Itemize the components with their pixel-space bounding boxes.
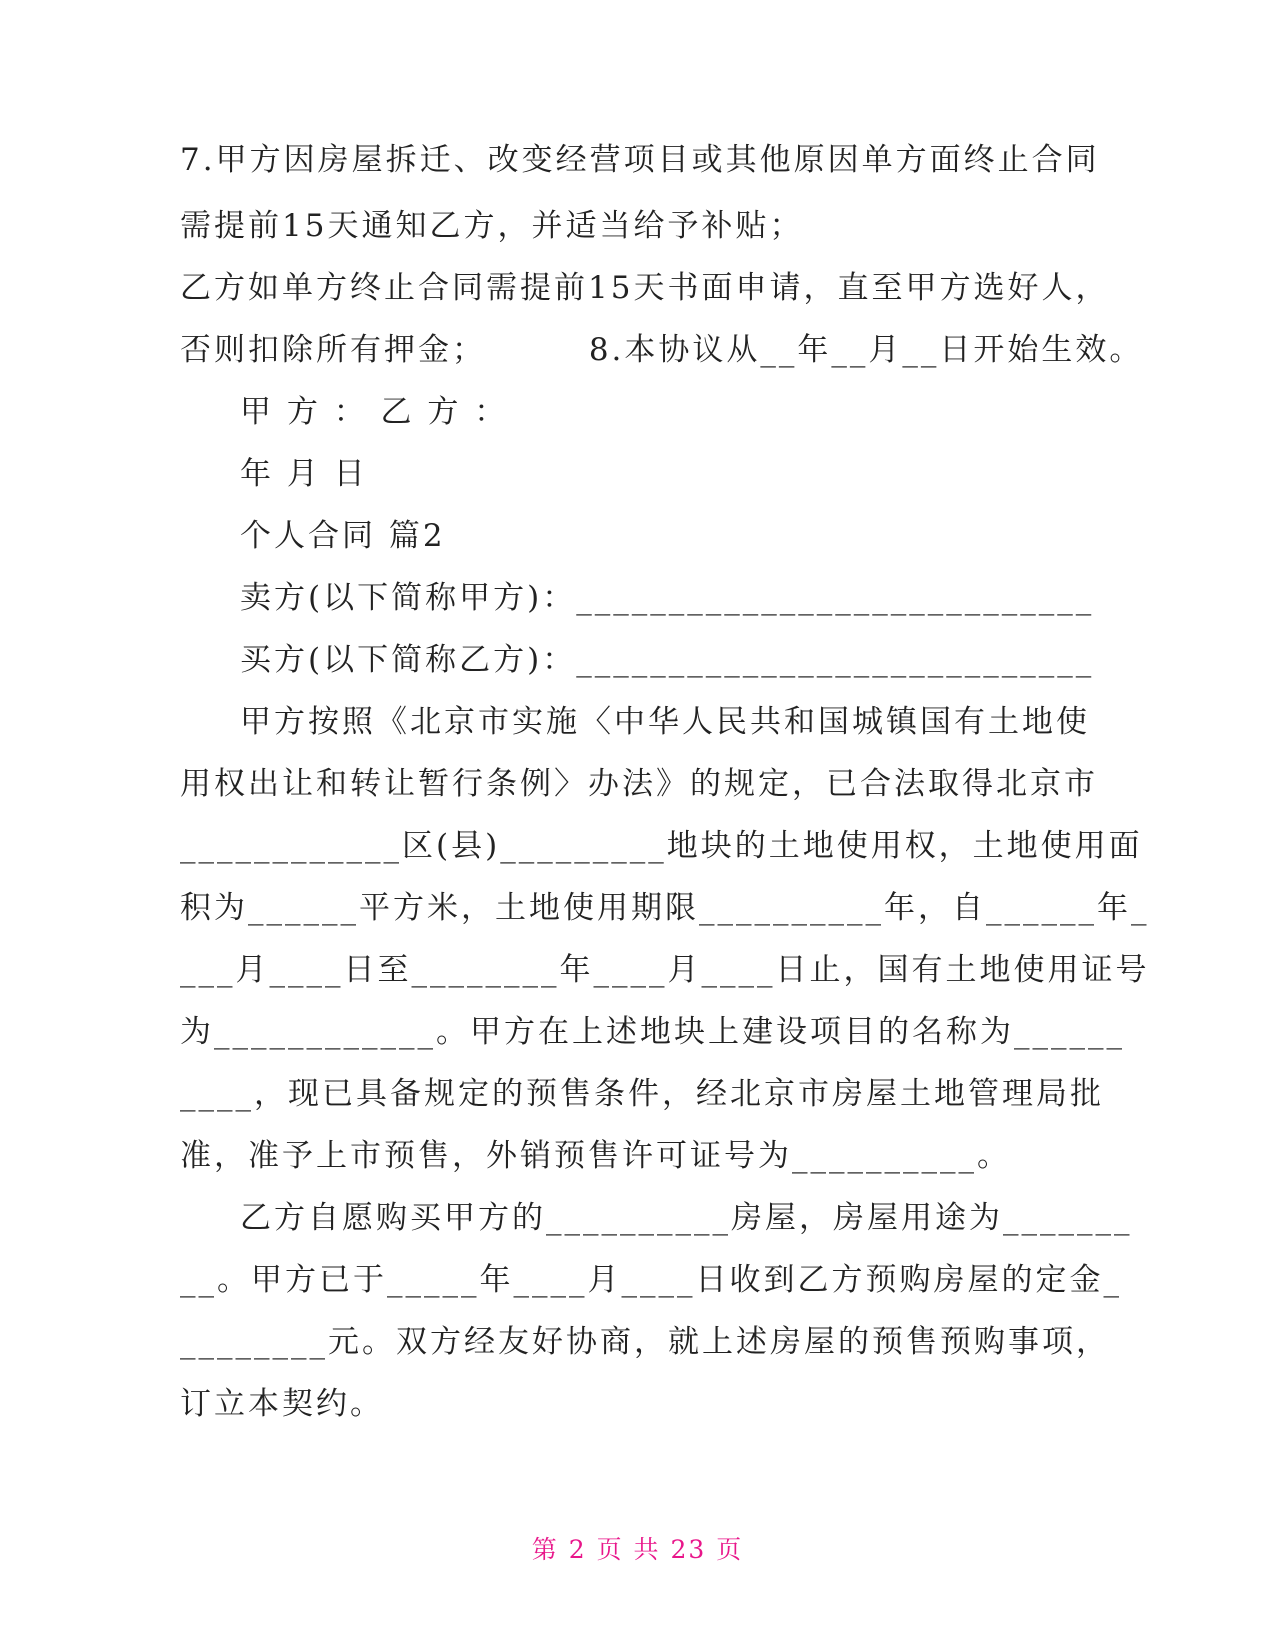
signature-parties: 甲 方 ： 乙 方 ： bbox=[240, 394, 509, 430]
section-heading: 个人合同 篇2 bbox=[240, 518, 446, 554]
paragraph-1-line-1: 甲方按照《北京市实施〈中华人民共和国城镇国有土地使 bbox=[240, 704, 1090, 740]
paragraph-2-line-1: 乙方自愿购买甲方的__________房屋，房屋用途为_______ bbox=[240, 1200, 1133, 1236]
clause-7-line-3: 乙方如单方终止合同需提前15天书面申请，直至甲方选好人， bbox=[180, 270, 1110, 306]
page-number-footer: 第 2 页 共 23 页 bbox=[531, 1535, 744, 1564]
paragraph-2-line-4: 订立本契约。 bbox=[180, 1386, 384, 1422]
paragraph-2-line-2: __。甲方已于_____年____月____日收到乙方预购房屋的定金_ bbox=[180, 1262, 1122, 1298]
paragraph-1-line-5: ___月____日至________年____月____日止，国有土地使用证号 bbox=[180, 952, 1150, 988]
clause-7-line-1: 7.甲方因房屋拆迁、改变经营项目或其他原因单方面终止合同 bbox=[180, 142, 1100, 178]
paragraph-2-line-3: ________元。双方经友好协商，就上述房屋的预售预购事项， bbox=[180, 1324, 1110, 1360]
paragraph-1-line-8: 准，准予上市预售，外销预售许可证号为__________。 bbox=[180, 1138, 1011, 1174]
clause-7-8-line: 否则扣除所有押金； 8.本协议从__年__月__日开始生效。 bbox=[180, 332, 1144, 368]
paragraph-1-line-6: 为____________。甲方在上述地块上建设项目的名称为______ bbox=[180, 1014, 1125, 1050]
seller-field: 卖方(以下简称甲方)：____________________________ bbox=[240, 580, 1095, 616]
paragraph-1-line-2: 用权出让和转让暂行条例〉办法》的规定，已合法取得北京市 bbox=[180, 766, 1098, 802]
clause-7-line-2: 需提前15天通知乙方，并适当给予补贴； bbox=[180, 208, 804, 244]
paragraph-1-line-7: ____，现已具备规定的预售条件，经北京市房屋土地管理局批 bbox=[180, 1076, 1104, 1112]
signature-date: 年 月 日 bbox=[240, 456, 368, 492]
buyer-field: 买方(以下简称乙方)：____________________________ bbox=[240, 642, 1095, 678]
paragraph-1-line-4: 积为______平方米，土地使用期限__________年，自______年_ bbox=[180, 890, 1150, 926]
paragraph-1-line-3: ____________区(县)_________地块的土地使用权，土地使用面 bbox=[180, 828, 1143, 864]
